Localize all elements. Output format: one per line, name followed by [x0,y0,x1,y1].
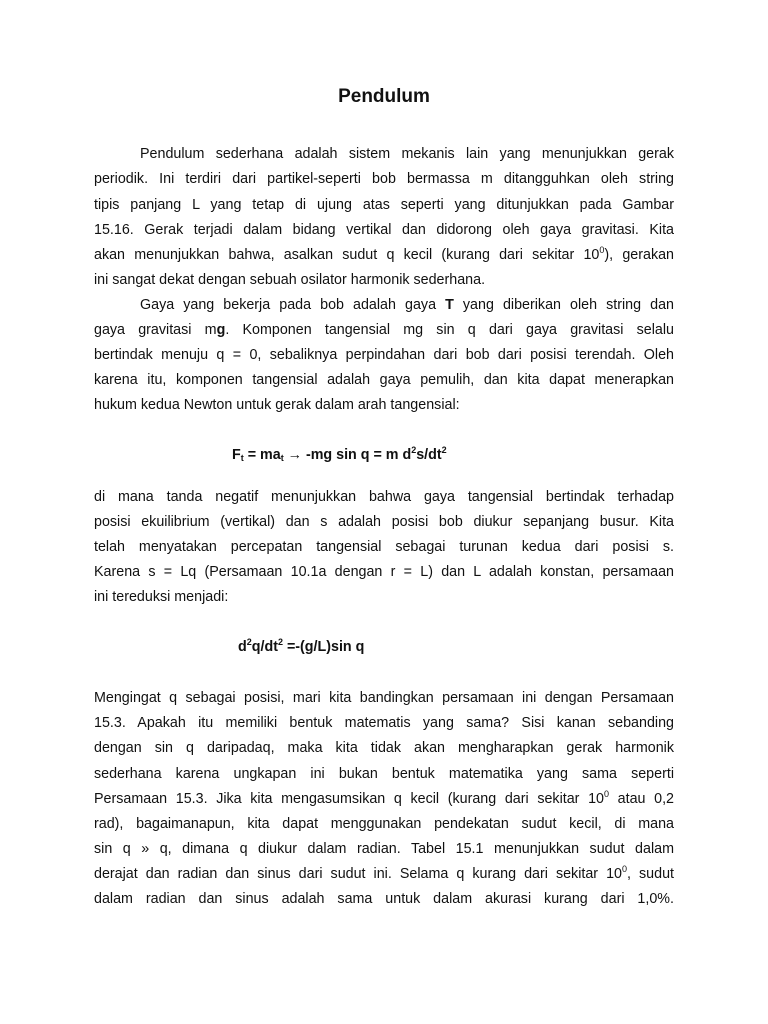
subscript: t [280,453,284,463]
text-line: periodik. Ini terdiri dari partikel-seperti bob bermassa m ditangguhkan oleh string [94,171,674,187]
text-line: sin q » q, dimana q diukur dalam radian. Tabel 15.1 menunjukkan sudut dalam [94,841,674,857]
text-span: derajat dan radian dan sinus dari sudut ini. Selama q kurang dari sekitar 10 [94,866,622,882]
superscript: 0 [622,864,628,875]
text-line: telah menyatakan percepatan tangensial sebagai turunan kedua dari posisi s. [94,539,674,555]
bold-symbol: T [445,297,454,313]
text-line: di mana tanda negatif menunjukkan bahwa gaya tangensial bertindak terhadap [94,489,674,505]
text-line: tipis panjang L yang tetap di ujung atas seperti yang ditunjukkan pada Gambar [94,197,674,213]
superscript: 0 [604,789,610,800]
text-line: dengan sin q daripadaq, maka kita tidak akan mengharapkan gerak harmonik [94,740,674,756]
eq-text: =-(g/L)sin q [282,639,365,655]
text-line: Mengingat q sebagai posisi, mari kita bandingkan persamaan ini dengan Persamaan [94,690,674,706]
text-line: ini sangat dekat dengan sebuah osilator harmonik sederhana. [94,272,486,288]
text-line: ini tereduksi menjadi: [94,589,229,605]
eq-text: F [232,447,241,463]
text-span: . Komponen tangensial mg sin q dari gaya gravitasi selalu [225,322,675,338]
equation-pendulum [238,639,364,655]
text-line: Karena s = Lq (Persamaan 10.1a dengan r = L) dan L adalah konstan, persamaan [94,564,674,580]
text-line: 15.3. Apakah itu memiliki bentuk matematis yang sama? Sisi kanan sebanding [94,715,674,731]
text-line [94,245,674,265]
text-span: Persamaan 15.3. Jika kita mengasumsikan q kecil (kurang dari sekitar 10 [94,791,604,807]
eq-text: d [238,639,247,655]
eq-text: s/dt [416,447,442,463]
text-line: posisi ekuilibrium (vertikal) dan s adalah posisi bob diukur sepanjang busur. Kita [94,514,674,530]
superscript: 2 [411,445,417,456]
superscript: 2 [277,637,283,648]
text-line: Pendulum sederhana adalah sistem mekanis lain yang menunjukkan gerak [140,146,674,162]
eq-text: = ma [243,447,281,463]
eq-text: q/dt [251,639,278,655]
text-span: yang diberikan oleh string dan [453,297,674,313]
text-span: Gaya yang bekerja pada bob adalah gaya [140,297,446,313]
text-span: atau 0,2 [609,791,675,807]
text-line: bertindak menuju q = 0, sebaliknya perpindahan dari bob dari posisi terendah. Oleh [94,347,674,363]
text-line: 15.16. Gerak terjadi dalam bidang vertikal dan didorong oleh gaya gravitasi. Kita [94,222,674,238]
text-line: hukum kedua Newton untuk gerak dalam arah tangensial: [94,397,460,413]
text-span: akan menunjukkan bahwa, asalkan sudut q kecil (kurang dari sekitar 10 [94,247,600,263]
text-line: rad), bagaimanapun, kita dapat menggunakan pendekatan sudut kecil, di mana [94,816,674,832]
superscript: 0 [599,245,605,256]
bold-symbol: g [216,322,226,338]
text-span: gaya gravitasi m [94,322,217,338]
text-line: dalam radian dan sinus adalah sama untuk dalam akurasi kurang dari 1,0%. [94,891,674,907]
text-span: , sudut [627,866,674,882]
superscript: 2 [246,637,252,648]
text-line: sederhana karena ungkapan ini bukan bentuk matematika yang sama seperti [94,766,674,782]
subscript: t [240,453,244,463]
text-span: ), gerakan [604,247,674,263]
text-line [94,320,674,340]
superscript: 2 [441,445,447,456]
eq-text: → -mg sin q = m d [283,447,412,463]
text-line: karena itu, komponen tangensial adalah gaya pemulih, dan kita dapat menerapkan [94,372,674,388]
text-line [140,295,674,315]
page-title: Pendulum [338,86,430,107]
text-line [94,864,674,884]
text-line [94,789,674,809]
equation-newton [232,447,447,463]
